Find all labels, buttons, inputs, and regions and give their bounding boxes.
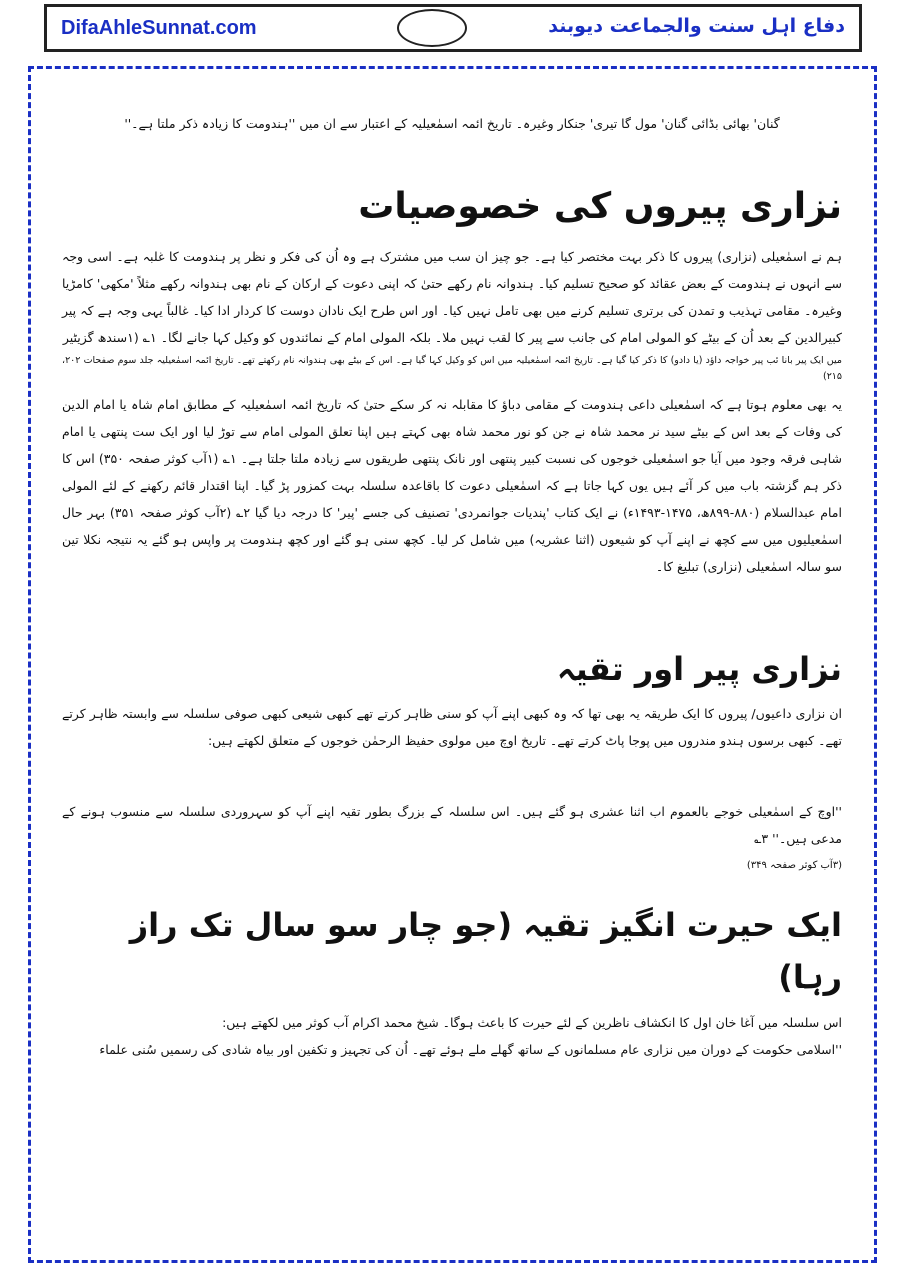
section-heading-nizari-peers-characteristics: نزاری پیروں کی خصوصیات bbox=[358, 186, 842, 227]
section2-paragraph: ان نزاری داعیوں/ پیروں کا ایک طریقہ یہ بھی تھا کہ وہ کبھی اپنے آپ کو سنی ظاہر کرتے تھے کبھی شیعی کبھی صوفی سلسلہ سے وابستہ ظاہر کرتے تھے۔ کبھی برسوں ہندو مندروں میں پوجا پاٹ کرتے تھے۔ تاریخ اوچ میں مولوی حفیظ الرحمٰن خوجوں کے متعلق لکھتے ہیں: bbox=[62, 706, 842, 748]
section-heading-nizari-peer-taqiyya: نزاری پیر اور تقیہ bbox=[556, 650, 842, 688]
page-header bbox=[44, 4, 862, 52]
section2-quote: ''اوچ کے اسمٰعیلی خوجے بالعموم اب اثنا عشری ہو گئے ہیں۔ اس سلسلہ کے بزرگ بطور تقیہ اپنے آپ کو سہروردی سلسلہ سے منسوب ہونے کے مدعی ہیں۔'' ۳؎ bbox=[62, 804, 842, 846]
section2-reference: (۳آب کوثر صفحہ ۳۴۹) bbox=[746, 860, 842, 871]
site-name[interactable]: DifaAhleSunnat.com bbox=[61, 17, 257, 39]
page-content bbox=[62, 100, 842, 1063]
section3-quote: ''اسلامی حکومت کے دوران میں نزاری عام مسلمانوں کے ساتھ گھلے ملے ہوئے تھے۔ اُن کی تجہیز و تکفین اور بیاہ شادی کی رسمیں سُنی علماء bbox=[99, 1042, 842, 1057]
section1-footnote: میں ایک پیر بانا ئب پیر خواجہ داؤد (یا دادو) کا ذکر کیا گیا ہے۔ تاریخ ائمہ اسمٰعیلیہ میں اس کو وکیل کہا گیا ہے۔ اس کے بیٹے بھی ہندوانہ نام رکھتے تھے۔ تاریخ ائمہ اسمٰعیلیہ جلد سوم صفحات ۲۰۲، ۲۱۵) bbox=[62, 355, 842, 382]
section1-paragraph-2: یہ بھی معلوم ہوتا ہے کہ اسمٰعیلی داعی ہندومت کے مقامی دباؤ کا مقابلہ نہ کر سکے حتیٰ کہ تاریخ ائمہ اسمٰعیلیہ کے مطابق امام شاہ یا امام الدین کی وفات کے بعد اس کے بیٹے سید نر محمد شاہ نے جن کو نور محمد شاہ بھی کہتے ہیں اپنا تعلق المولی امام سے توڑ لیا اور ایک ست پنتھی یا امام شاہی فرقہ وجود میں آیا جو اسمٰعیلی خوجوں کی نسبت کبیر پنتھی اور نانک پنتھی طریقوں سے زیادہ ملتا جلتا ہے۔ ۱؎ (۱آب کوثر صفحہ ۳۵۰) اس کا ذکر ہم گزشتہ باب میں کر آئے ہیں یوں کہا جاتا ہے کہ اسمٰعیلی دعوت کا باقاعدہ سلسلہ بہت کمزور پڑ گیا۔ اپنا اقتدار قائم رکھنے کے لئے المولی امام عبدالسلام (۸۸۰-۸۹۹ھ، ۱۴۷۵-۱۴۹۳ء) نے ایک کتاب 'پندیات جوانمردی' تصنیف کی جسے 'پیر' کا درجہ دیا گیا ۲؎ (۲آب کوثر صفحہ ۳۵۱) بہر حال اسمٰعیلیوں میں سے کچھ نے اپنے آپ کو شیعوں (اثنا عشریہ) میں شامل کر لیا۔ کچھ سنی ہو گئے اور کچھ ہندومت پر واپس ہو گئے یہ نتیجہ نکلا تین سو سالہ اسمٰعیلی (نزاری) تبلیغ کا۔ bbox=[62, 397, 842, 574]
brand-urdu-title: دفاع اہل سنت والجماعت دیوبند bbox=[548, 15, 845, 37]
section3-paragraph: اس سلسلہ میں آغا خان اول کا انکشاف ناظرین کے لئے حیرت کا باعث ہوگا۔ شیخ محمد اکرام آب کوثر میں لکھتے ہیں: bbox=[222, 1015, 842, 1030]
section-heading-surprising-taqiyya: ایک حیرت انگیز تقیہ (جو چار سو سال تک راز رہا) bbox=[129, 906, 842, 996]
section1-paragraph-1: ہم نے اسمٰعیلی (نزاری) پیروں کا ذکر بہت مختصر کیا ہے۔ جو چیز ان سب میں مشترک ہے وہ اُن کی فکر و نظر پر ہندومت کا غلبہ ہے۔ اسی وجہ سے انہوں نے ہندومت کے بعض عقائد کو صحیح تسلیم کیا۔ ہندوانہ نام رکھے حتیٰ کہ اپنی دعوت کے ارکان کے نام بھی ہندوانہ رکھے مثلاً 'مکھی' کامڑیا وغیرہ۔ مقامی تہذیب و تمدن کی برتری تسلیم کرنے میں بھی تامل نہیں کیا۔ اور اس طرح ایک نادان دوست کا کردار ادا کیا۔ غالباً یہی وجہ ہے کہ پیر کبیرالدین کے بعد اُن کے بیٹے کو المولی امام کی جانب سے پیر کا لقب نہیں ملا۔ بلکہ المولی امام کے نمائندوں کو وکیل کہا جانے لگا۔ ۱؎ (۱سندھ گزیٹیر bbox=[62, 249, 842, 345]
intro-paragraph: گنان' بھائی بڈائی گنان' مول گا تیری' جنکار وغیرہ۔ تاریخ ائمہ اسمٰعیلیہ کے اعتبار سے ان میں ''ہندومت کا زیادہ ذکر ملتا ہے۔'' bbox=[124, 116, 780, 131]
page-number-oval bbox=[397, 9, 467, 47]
